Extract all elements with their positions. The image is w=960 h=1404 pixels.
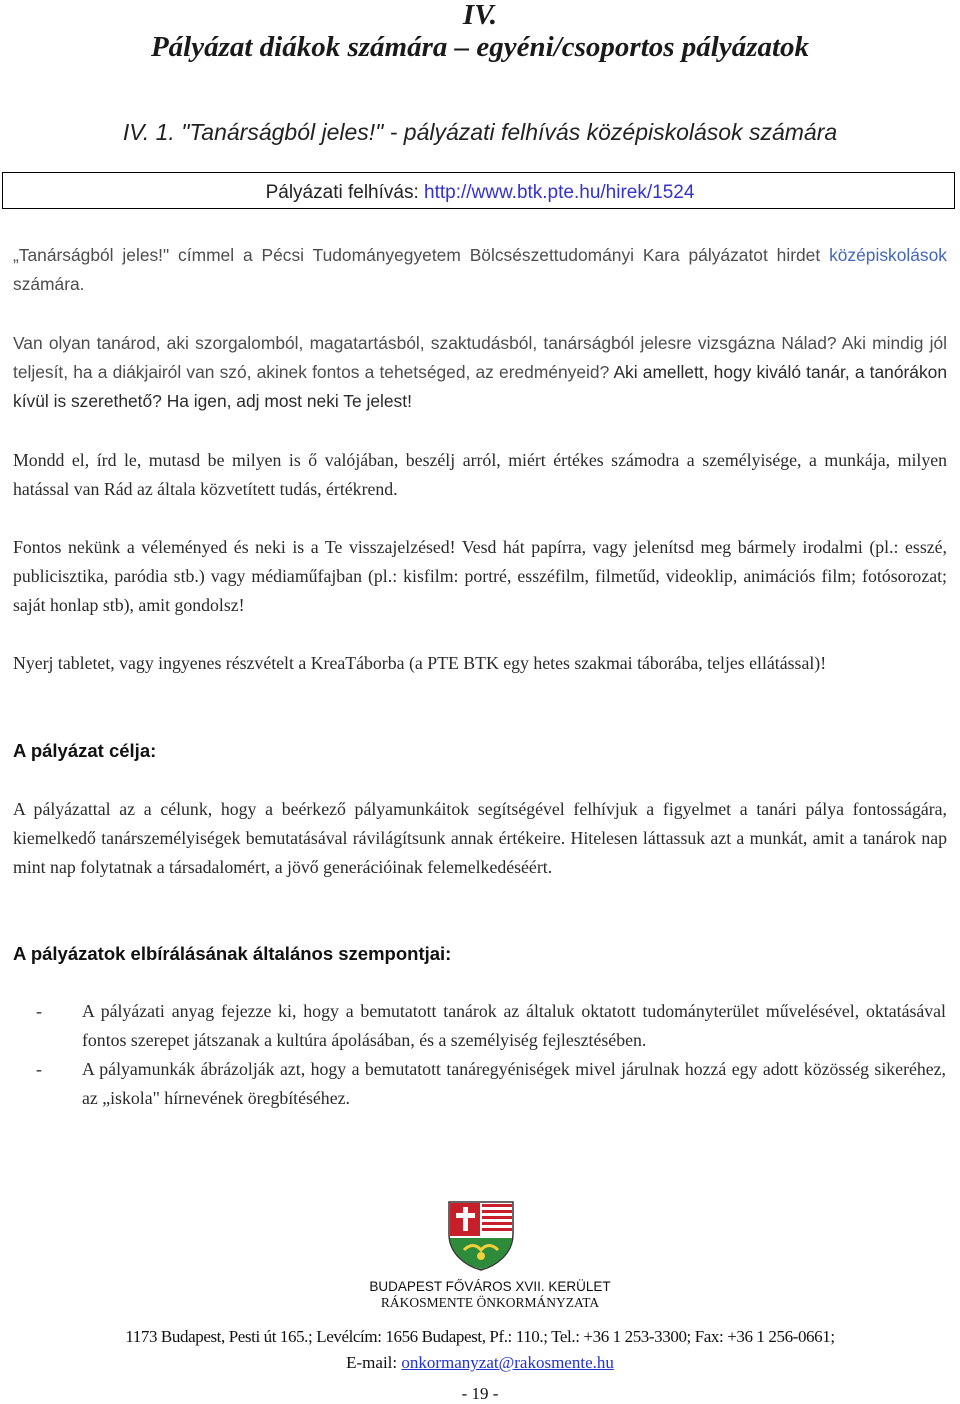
org-name-line2: RÁKOSMENTE ÖNKORMÁNYZATA	[380, 1295, 600, 1310]
intro-text-end: számára.	[13, 274, 85, 294]
page-number: - 19 -	[461, 1384, 499, 1403]
list-dash: -	[36, 1001, 42, 1021]
paragraph-question-dark: Aki amellett, hogy kiváló tanár, a tanórákon kívül is szerethető? Ha igen, adj most neki Te jelest!	[13, 362, 948, 411]
paragraph-describe: Mondd el, írd le, mutasd be milyen is ő valójában, beszélj arról, miért értékes számodra a személyisége, a munkája, milyen hatással van Rád az általa közvetített tudás, értékrend.	[13, 450, 947, 499]
email-label: E-mail:	[346, 1353, 402, 1372]
paragraph-prize: Nyerj tabletet, vagy ingyenes részvételt a KreaTáborba (a PTE BTK egy hetes szakmai táborába, teljes ellátással)!	[13, 653, 827, 673]
call-link[interactable]: http://www.btk.pte.hu/hirek/1524	[424, 182, 695, 203]
paragraph-question	[13, 329, 947, 416]
paragraph-feedback: Fontos nekünk a véleményed és neki is a Te visszajelzésed! Vesd hát papírra, vagy jelenítsd meg bármely irodalmi (pl.: esszé, publicisztika, paródia stb.) vagy médiaműfajban (pl.: kisfilm: portré, esszéfilm, filmetűd, videoklip, animációs film; fotósorozat; saját honlap stb), amit gondolsz!	[13, 537, 947, 615]
goal-heading: A pályázat célja:	[13, 740, 157, 761]
list-item-text: A pályamunkák ábrázolják azt, hogy a bemutatott tanáregyéniségek mivel járulnak hozzá egy adott közösség sikeréhez, az „iskola" hírnevének öregbítéséhez.	[82, 1059, 946, 1108]
footer-email	[0, 1352, 960, 1374]
intro-link-word: középiskolások	[829, 245, 947, 265]
list-item-text: A pályázati anyag fejezze ki, hogy a bemutatott tanárok az általuk oktatott tudományterület művelésével, oktatásával fontos szerepet játszanak a kultúra ápolásában, és a személyiség fejlesztésében.	[82, 1001, 946, 1050]
section-subtitle: IV. 1. "Tanárságból jeles!" - pályázati felhívás középiskolások számára	[122, 119, 838, 145]
intro-paragraph	[13, 241, 947, 299]
call-label: Pályázati felhívás:	[265, 182, 425, 203]
intro-text: „Tanárságból jeles!" címmel a Pécsi Tudományegyetem Bölcsészettudományi Kara pályázatot hirdet	[13, 245, 821, 265]
call-box-text	[0, 180, 960, 206]
goal-text: A pályázattal az a célunk, hogy a beérkező pályamunkáitok segítségével felhívjuk a figyelmet a tanári pálya fontosságára, kiemelkedő tanárszemélyiségek bemutatásával rávilágítsunk annak értékeire. Hitelesen láttassuk azt a munkát, amit a tanárok nap mint nap folytatnak a társadalomért, a jövő generációinak felemelkedéséért.	[13, 799, 947, 877]
paragraph-question-light: Van olyan tanárod, aki szorgalomból, magatartásból, szaktudásból, tanárságból jelesre vizsgázna Nálad? Aki mindig jól teljesít, ha a diákjairól van szó, akinek fontos a tehetséged, az eredményeid?	[13, 333, 947, 382]
criteria-list	[0, 997, 960, 1113]
chapter-title: Pályázat diákok számára – egyéni/csoportos pályázatok	[150, 31, 810, 63]
list-item	[0, 997, 960, 1055]
email-link[interactable]: onkormanyzat@rakosmente.hu	[401, 1353, 614, 1372]
list-dash: -	[36, 1059, 42, 1079]
list-item	[0, 1055, 960, 1113]
chapter-number: IV.	[462, 0, 498, 31]
org-name-line1: BUDAPEST FŐVÁROS XVII. KERÜLET	[369, 1279, 611, 1294]
footer-address: 1173 Budapest, Pesti út 165.; Levélcím: 1656 Budapest, Pf.: 110.; Tel.: +36 1 253-3300; Fax: +36 1 256-0661;	[125, 1327, 835, 1346]
criteria-heading: A pályázatok elbírálásának általános szempontjai:	[13, 943, 452, 964]
coat-of-arms-icon	[446, 1200, 516, 1272]
